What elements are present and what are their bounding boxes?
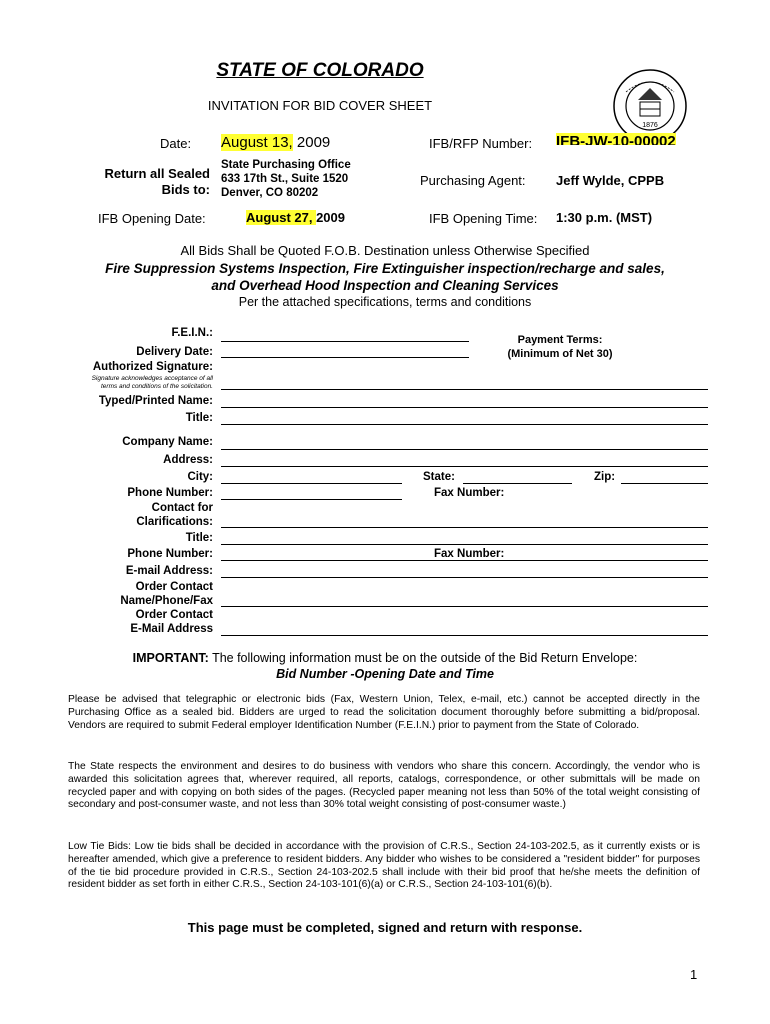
bid-title-line-1: Fire Suppression Systems Inspection, Fire Extinguisher inspection/recharge and sales, — [105, 261, 665, 276]
order-contact-label — [120, 580, 213, 608]
order-email-field[interactable] — [221, 635, 708, 636]
opening-date-highlight: August 27, — [246, 210, 317, 225]
authorized-signature-label: Authorized Signature: — [92, 361, 213, 373]
payment-terms-minimum: (Minimum of Net 30) — [507, 348, 613, 360]
contact-phone-label: Phone Number: — [127, 548, 213, 560]
seal-year: 1876 — [642, 122, 658, 129]
contact-phone-field[interactable] — [221, 560, 708, 561]
city-field[interactable] — [221, 483, 402, 484]
title-label: Title: — [185, 412, 213, 424]
email-field[interactable] — [221, 577, 708, 578]
per-specifications: Per the attached specifications, terms and conditions — [238, 295, 532, 309]
order-contact-line-1: Order Contact — [135, 581, 213, 593]
date-value-highlight: August 13, — [221, 134, 293, 151]
important-label: IMPORTANT: — [132, 651, 209, 665]
fein-field[interactable] — [221, 341, 469, 342]
return-address-line-2: 633 17th St., Suite 1520 — [221, 173, 349, 185]
contact-label-line-1: Contact for — [151, 502, 213, 514]
signature-note-line-1: Signature acknowledges acceptance of all — [91, 375, 213, 382]
title-field[interactable] — [221, 424, 708, 425]
bid-number-note: Bid Number -Opening Date and Time — [276, 667, 494, 681]
page-title: STATE OF COLORADO — [216, 60, 424, 81]
electronic-bids-paragraph: Please be advised that telegraphic or electronic bids (Fax, Western Union, Telex, e-mail, etc.) cannot be accepted directly in the Purchasing Office as a sealed bid. Bidders are urged to read the solicitation document thoroughly before submitting a bid/proposal. Vendors are required to submit Federal employer Identification Number (F.E.I.N.) prior to payment from the State of Colorado. — [68, 694, 700, 731]
contact-clarifications-field[interactable] — [221, 527, 708, 528]
typed-name-label: Typed/Printed Name: — [98, 395, 213, 407]
order-email-label — [130, 608, 213, 636]
contact-clarifications-label — [136, 501, 213, 529]
zip-label: Zip: — [594, 471, 616, 483]
page-subtitle: INVITATION FOR BID COVER SHEET — [207, 98, 433, 113]
state-field[interactable] — [463, 483, 572, 484]
low-tie-bids-paragraph: Low Tie Bids: Low tie bids shall be decided in accordance with the provision of C.R.S., Section 24-103-202.5, as it currently exists or is hereafter amended, which give a preference to resident bidders. Any bidder who wishes to be considered a "resident bidder" for purposes of the tie bid procedure provided in C.R.S., Section 24-103-202.5 shall include with their bid proof that he/she meets the definition of resident bidder as set forth in either C.R.S., Section 24-103-101(6)(a) or C.R.S., Section 24-103-101(6)(b). — [68, 841, 700, 891]
environment-paragraph: The State respects the environment and desires to do business with vendors who share this concern. Accordingly, the vendor who is awarded this solicitation agrees that, wherever required, all reports, catalogs, correspondence, or other submittals will be made on recycled paper and with copying on both sides of the pages. (Recycled paper meaning not less than 50% of the total weight consisting of secondary and post-consumer waste, and not less than 30% total weight consisting of post-consumer waste.) — [68, 761, 700, 811]
opening-date-label: IFB Opening Date: — [98, 211, 206, 226]
signature-note-line-2: terms and conditions of the solicitation. — [100, 382, 213, 390]
typed-name-field[interactable] — [221, 407, 708, 408]
date-value — [221, 134, 330, 151]
contact-label-line-2: Clarifications: — [136, 516, 213, 528]
bid-title-line-2: and Overhead Hood Inspection and Cleaning Services — [211, 278, 559, 293]
date-label: Date: — [160, 136, 192, 151]
completion-footer: This page must be completed, signed and return with response. — [187, 920, 583, 935]
fax-label: Fax Number: — [434, 487, 505, 499]
payment-terms-label: Payment Terms: — [517, 334, 603, 346]
opening-date-value — [246, 210, 345, 225]
return-address-line-1: State Purchasing Office — [221, 159, 351, 171]
delivery-date-field[interactable] — [221, 357, 469, 358]
date-value-year: 2009 — [292, 134, 331, 151]
company-name-field[interactable] — [221, 449, 708, 450]
city-label: City: — [187, 471, 213, 483]
return-address-line-3: Denver, CO 80202 — [221, 187, 319, 199]
contact-title-label: Title: — [185, 532, 213, 544]
company-name-label: Company Name: — [122, 436, 213, 448]
delivery-date-label: Delivery Date: — [136, 346, 213, 358]
zip-field[interactable] — [621, 483, 708, 484]
fob-statement: All Bids Shall be Quoted F.O.B. Destination unless Otherwise Specified — [180, 243, 590, 258]
return-bids-label — [84, 166, 210, 198]
ifb-number-value: IFB-JW-10-00002 — [556, 133, 676, 145]
signature-note — [92, 375, 213, 390]
state-label: State: — [423, 471, 455, 483]
order-email-line-2: E-Mail Address — [130, 623, 213, 635]
address-field[interactable] — [221, 466, 708, 467]
page-number: 1 — [690, 967, 698, 982]
contact-title-field[interactable] — [221, 544, 708, 545]
important-notice — [0, 651, 770, 665]
phone-label: Phone Number: — [127, 487, 213, 499]
opening-date-year: 2009 — [316, 210, 345, 225]
return-bids-label-2: Bids to: — [161, 182, 210, 197]
address-label: Address: — [163, 454, 213, 466]
email-label: E-mail Address: — [125, 565, 213, 577]
purchasing-agent-label: Purchasing Agent: — [420, 173, 526, 188]
return-address — [221, 158, 351, 200]
important-text: The following information must be on the outside of the Bid Return Envelope: — [208, 651, 638, 665]
authorized-signature-field[interactable] — [221, 389, 708, 390]
phone-field[interactable] — [221, 499, 402, 500]
ifb-number-label: IFB/RFP Number: — [429, 136, 533, 151]
order-contact-line-2: Name/Phone/Fax — [120, 595, 213, 607]
payment-terms — [480, 333, 640, 361]
purchasing-agent-value: Jeff Wylde, CPPB — [556, 173, 665, 188]
opening-time-value: 1:30 p.m. (MST) — [556, 210, 653, 225]
order-contact-field[interactable] — [221, 606, 708, 607]
opening-time-label: IFB Opening Time: — [429, 211, 538, 226]
return-bids-label-1: Return all Sealed — [104, 166, 210, 181]
contact-fax-label: Fax Number: — [434, 548, 505, 560]
order-email-line-1: Order Contact — [135, 609, 213, 621]
fein-label: F.E.I.N.: — [171, 327, 213, 339]
